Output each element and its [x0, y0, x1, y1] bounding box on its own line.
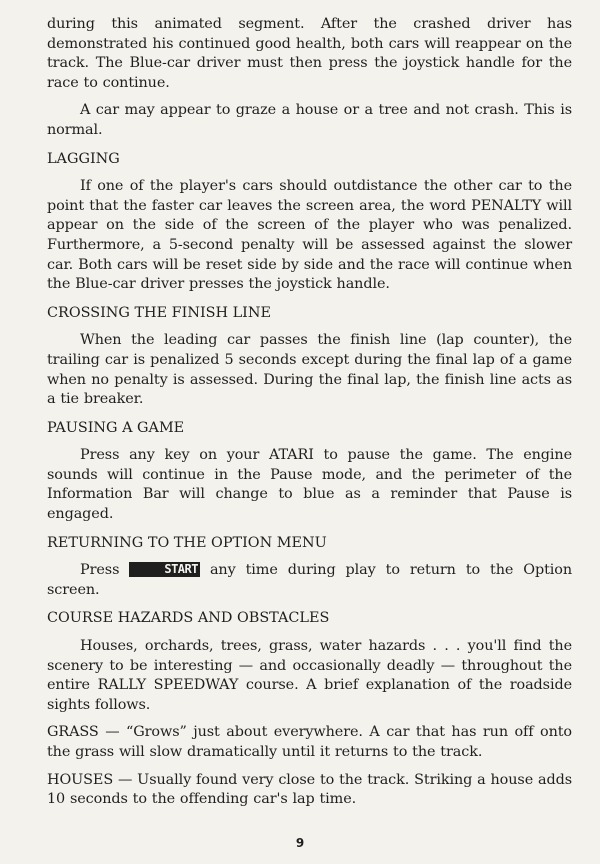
heading-lagging: LAGGING: [47, 150, 120, 167]
paragraph-lagging: If one of the player's cars should outdistance the other car to the point that the faster car leaves the screen area, the word PENALTY will appear on the side of the screen of the player who was penalized. Furthermore, a 5-second penalty will be assessed against the slower car. Both cars will be reset side by side and the race will continue when the Blue-car driver presses the joystick handle.: [47, 178, 572, 293]
paragraph-houses: HOUSES — Usually found very close to the track. Striking a house adds 10 seconds to the offending car's lap time.: [47, 771, 572, 808]
paragraph-finish-line: When the leading car passes the finish line (lap counter), the trailing car is penalized 5 seconds except during the final lap of a game when no penalty is assessed. During the final lap, the finish line acts as a tie breaker.: [47, 332, 572, 408]
paragraph-grass: GRASS — “Grows” just about everywhere. A car that has run off onto the grass will slow dramatically until it returns to the track.: [47, 724, 572, 760]
heading-finish-line: CROSSING THE FINISH LINE: [47, 304, 271, 321]
paragraph-hazards: Houses, orchards, trees, grass, water hazards . . . you'll find the scenery to be interesting — and occasionally deadly — throughout the entire RALLY SPEEDWAY course. A brief explanation of the roadside sights follows.: [47, 638, 572, 713]
returning-text-before: Press: [80, 562, 120, 579]
heading-returning: RETURNING TO THE OPTION MENU: [47, 534, 327, 551]
returning-text-after: any time during play to return to the Option screen.: [47, 562, 573, 598]
page-number: 9: [295, 836, 305, 850]
start-key-label: START: [129, 562, 200, 577]
paragraph-crash-continuation: during this animated segment. After the crashed driver has demonstrated his continued good health, both cars will reappear on the track. The Blue-car driver must then press the joystick handle for the race to continue.: [47, 16, 572, 91]
paragraph-pausing: Press any key on your ATARI to pause the game. The engine sounds will continue in the Pause mode, and the perimeter of the Information Bar will change to blue as a reminder that Pause is engaged.: [47, 447, 572, 523]
heading-pausing: PAUSING A GAME: [47, 419, 185, 436]
paragraph-graze-note: A car may appear to graze a house or a tree and not crash. This is normal.: [47, 102, 572, 138]
heading-hazards: COURSE HAZARDS AND OBSTACLES: [47, 610, 330, 627]
paragraph-returning: [47, 561, 572, 600]
